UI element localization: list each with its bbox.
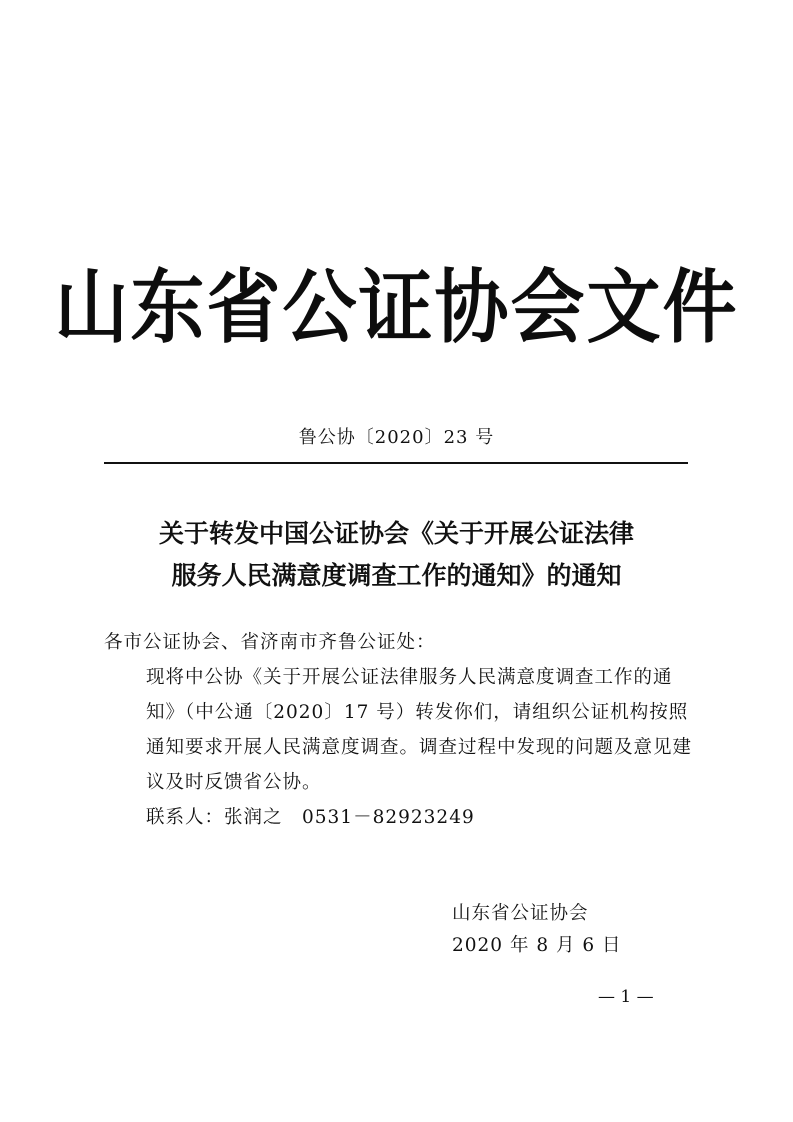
issuing-organization: 山东省公证协会 [452,903,589,924]
signature-block [452,898,622,962]
masthead-title: 山东省公证协会文件 [54,261,739,355]
notice-title-line-2: 服务人民满意度调查工作的通知》的通知 [171,561,622,590]
document-number: 鲁公协〔2020〕23 号 [298,427,495,448]
body-paragraph: 现将中公协《关于开展公证法律服务人民满意度调查工作的通知》（中公通〔2020〕17 号）转发你们，请组织公证机构按照通知要求开展人民满意度调查。调查过程中发现的问题及意见建议及时反馈省公协。 [146,667,693,793]
addressee: 各市公证协会、省济南市齐鲁公证处： [104,632,436,653]
issue-date: 2020 年 8 月 6 日 [452,935,622,956]
page-number: — 1 — [598,987,654,1007]
contact-line: 联系人：张润之 0531－82923249 [146,807,475,828]
notice-title-line-1: 关于转发中国公证协会《关于开展公证法律 [158,519,634,548]
notice-body [104,625,692,835]
header-divider [104,462,688,464]
notice-title [100,513,693,597]
